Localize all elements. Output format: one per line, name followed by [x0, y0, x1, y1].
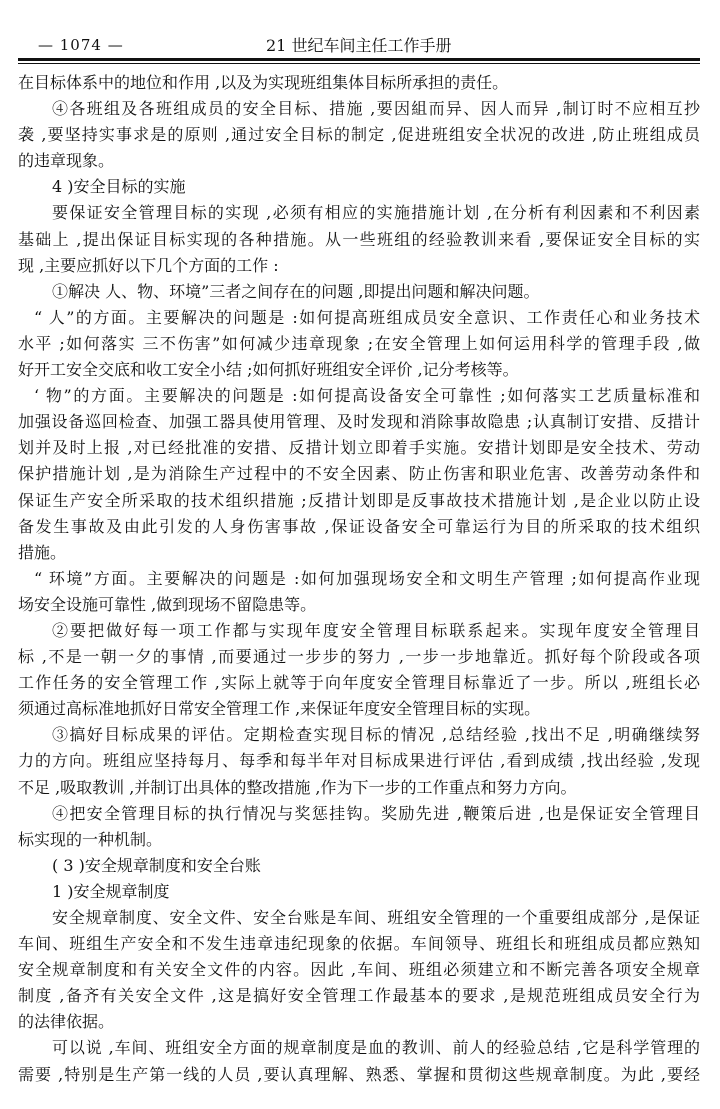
text-line: 力的方向。班组应坚持每月、每季和每半年对目标成果进行评估 ,看到成绩 ,找出经验 ,发现 [18, 751, 700, 771]
text-line: ③搞好目标成果的评估。定期检查实现目标的情况 ,总结经验 ,找出不足 ,明确继续努 [52, 725, 700, 745]
text-line: 水平 ;如何落实 三不伤害”如何减少违章现象 ;在安全管理上如何运用科学的管理手段 ,做 [18, 333, 700, 353]
header-rule-thick [18, 58, 700, 61]
body-text [18, 70, 700, 1088]
text-line: 制度 ,备齐有关安全文件 ,这是搞好安全管理工作最基本的要求 ,是规范班组成员安全行为 [18, 986, 700, 1006]
book-title: 21 世纪车间主任工作手册 [266, 36, 452, 55]
text-line: 安全规章制度、安全文件、安全台账是车间、班组安全管理的一个重要组成部分 ,是保证 [52, 908, 700, 927]
text-line: 的法律依据。 [18, 1012, 115, 1032]
header-rule-thin [18, 63, 700, 64]
text-line: “ 环境”方面。主要解决的问题是 :如何加强现场安全和文明生产管理 ;如何提高作业现 [34, 568, 700, 588]
text-line: 加强设备巡回检查、加强工器具使用管理、及时发现和消除事故隐患 ;认真制订安措、反措计 [18, 412, 700, 432]
text-line: 现 ,主要应抓好以下几个方面的工作 : [18, 255, 279, 275]
text-line: 保护措施计划 ,是为消除生产过程中的不安全因素、防止伤害和职业危害、改善劳动条件和 [18, 464, 700, 484]
text-line: ②要把做好每一项工作都与实现年度安全管理目标联系起来。实现年度安全管理目 [52, 620, 700, 640]
text-line: ( 3 )安全规章制度和安全台账 [52, 855, 261, 875]
text-line: 标实现的一种机制。 [18, 829, 163, 849]
text-line: ‘ 物”的方面。主要解决的问题是 :如何提高设备安全可靠性 ;如何落实工艺质量标准和 [34, 386, 700, 406]
text-line: 保证生产安全所采取的技术组织措施 ;反措计划即是反事故技术措施计划 ,是企业以防止设 [18, 490, 700, 510]
text-line: 车间、班组生产安全和不发生违章违纪现象的依据。车间领导、班组长和班组成员都应熟知 [18, 934, 700, 954]
text-line: 袭 ,要坚持实事求是的原则 ,通过安全目标的制定 ,促进班组安全状况的改进 ,防止班组成员 [18, 125, 700, 145]
text-line: “ 人”的方面。主要解决的问题是 :如何提高班组成员安全意识、工作责任心和业务技术 [34, 307, 700, 327]
text-line: 可以说 ,车间、班组安全方面的规章制度是血的教训、前人的经验总结 ,它是科学管理的 [52, 1038, 700, 1058]
text-line: 场安全设施可靠性 ,做到现场不留隐患等。 [18, 594, 317, 614]
text-line: 好开工安全交底和收工安全小结 ;如何抓好班组安全评价 ,记分考核等。 [18, 360, 519, 380]
text-line: 在目标体系中的地位和作用 ,以及为实现班组集体目标所承担的责任。 [18, 73, 509, 92]
text-line: 要保证安全管理目标的实现 ,必须有相应的实施措施计划 ,在分析有利因素和不利因素 [52, 203, 700, 223]
text-line: ①解决 人、物、环境”三者之间存在的问题 ,即提出问题和解决问题。 [52, 281, 540, 301]
text-line: 4 )安全目标的实施 [52, 177, 186, 197]
text-line: 需要 ,特别是生产第一线的人员 ,要认真理解、熟悉、掌握和贯彻这些规章制度。为此 ,要经 [18, 1064, 700, 1084]
text-line: 标 ,不是一朝一夕的事情 ,而要通过一步步的努力 ,一步一步地靠近。抓好每个阶段或各项 [18, 647, 700, 667]
text-line: 措施。 [18, 542, 67, 562]
text-line: ④各班组及各班组成员的安全目标、措施 ,要因組而异、因人而异 ,制订时不应相互抄 [52, 99, 700, 119]
text-line: 工作任务的安全管理工作 ,实际上就等于向年度安全管理目标靠近了一步。所以 ,班组长必 [18, 673, 700, 693]
running-header [18, 30, 700, 56]
text-line: 划并及时上报 ,对已经批准的安措、反措计划立即着手实施。安措计划即是安全技术、劳动 [18, 438, 700, 458]
text-line: 的违章现象。 [18, 151, 115, 171]
text-line: 备发生事故及由此引发的人身伤害事故 ,保证设备安全可靠运行为目的所采取的技术组织 [18, 516, 700, 536]
text-line: 不足 ,吸取教训 ,并制订出具体的整改措施 ,作为下一步的工作重点和努力方向。 [18, 777, 577, 797]
page-number: — 1074 — [38, 36, 124, 54]
text-line: 基础上 ,提出保证目标实现的各种措施。从一些班组的经验教训来看 ,要保证安全目标的实 [18, 229, 700, 249]
text-line: 须通过高标准地抓好日常安全管理工作 ,来保证年度安全管理目标的实现。 [18, 699, 541, 719]
text-line: 1 )安全规章制度 [52, 881, 170, 901]
text-line: 安全规章制度和有关安全文件的内容。因此 ,车间、班组必须建立和不断完善各项安全规章 [18, 960, 700, 980]
text-line: ④把安全管理目标的执行情况与奖惩挂钩。奖励先进 ,鞭策后进 ,也是保证安全管理目 [52, 803, 700, 823]
